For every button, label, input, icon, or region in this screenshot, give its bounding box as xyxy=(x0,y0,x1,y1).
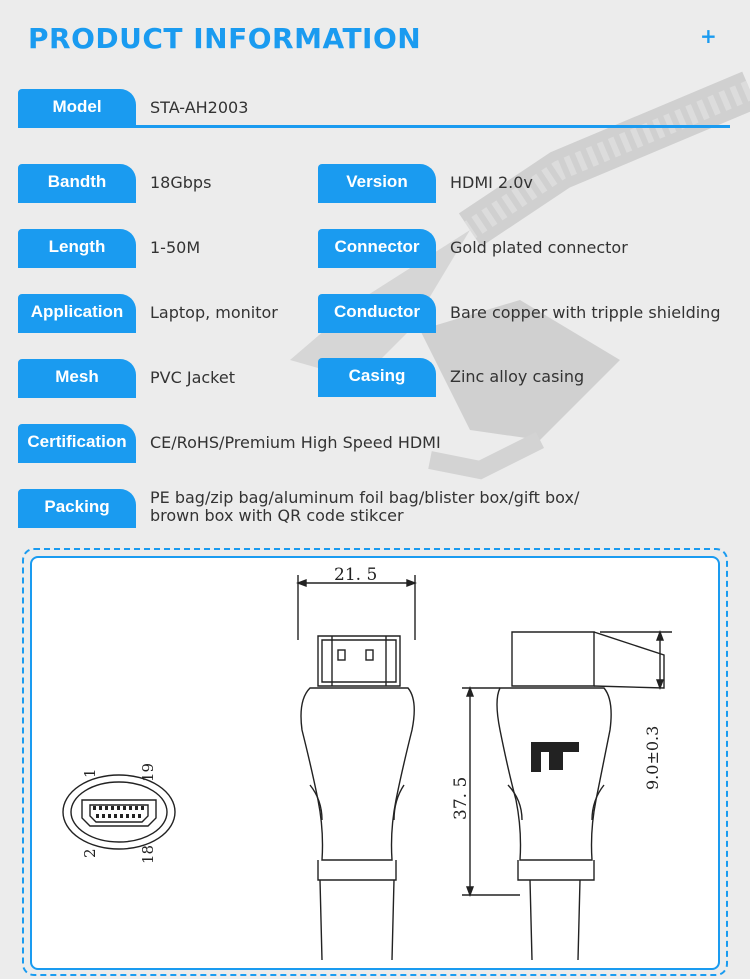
spec-label-version: Version xyxy=(318,164,436,200)
spec-value-application: Laptop, monitor xyxy=(150,302,278,322)
spec-label-bandth: Bandth xyxy=(18,164,136,200)
pin-label-1: 1 xyxy=(81,768,99,778)
spec-label-application: Application xyxy=(18,294,136,330)
spec-value-version: HDMI 2.0v xyxy=(450,172,533,192)
spec-value-packing-line2: brown box with QR code stikcer xyxy=(150,506,404,525)
dimension-length-label: 37. 5 xyxy=(451,776,471,820)
spec-value-model: STA-AH2003 xyxy=(150,97,249,117)
spec-label-packing: Packing xyxy=(18,489,136,525)
spec-value-certification: CE/RoHS/Premium High Speed HDMI xyxy=(150,432,441,452)
spec-label-casing: Casing xyxy=(318,358,436,394)
dimension-thickness-label: 9.0±0.3 xyxy=(643,725,662,790)
front-connector-plug xyxy=(318,636,400,686)
spec-value-connector: Gold plated connector xyxy=(450,237,628,257)
spec-value-bandth: 18Gbps xyxy=(150,172,212,192)
pin-label-18: 18 xyxy=(139,844,157,864)
side-connector-housing xyxy=(497,688,611,860)
spec-label-connector: Connector xyxy=(318,229,436,265)
spec-label-conductor: Conductor xyxy=(318,294,436,330)
port-end-outer xyxy=(63,775,175,849)
plus-icon: + xyxy=(700,24,717,48)
page-title: PRODUCT INFORMATION xyxy=(28,22,422,55)
dimension-width-label: 21. 5 xyxy=(334,565,378,585)
spec-value-packing-line1: PE bag/zip bag/aluminum foil bag/blister box/gift box/ xyxy=(150,488,580,507)
spec-label-model: Model xyxy=(18,89,136,125)
spec-value-conductor: Bare copper with tripple shielding xyxy=(450,302,721,322)
spec-label-certification: Certification xyxy=(18,424,136,460)
spec-value-length: 1-50M xyxy=(150,237,201,257)
pin-label-2: 2 xyxy=(81,848,99,858)
spec-value-mesh: PVC Jacket xyxy=(150,367,235,387)
side-connector-plug xyxy=(512,632,594,686)
spec-value-casing: Zinc alloy casing xyxy=(450,366,585,386)
brand-logo-icon xyxy=(531,742,579,772)
spec-label-mesh: Mesh xyxy=(18,359,136,395)
spec-label-length: Length xyxy=(18,229,136,265)
pin-label-19: 19 xyxy=(139,762,157,782)
front-connector-housing xyxy=(301,688,414,860)
